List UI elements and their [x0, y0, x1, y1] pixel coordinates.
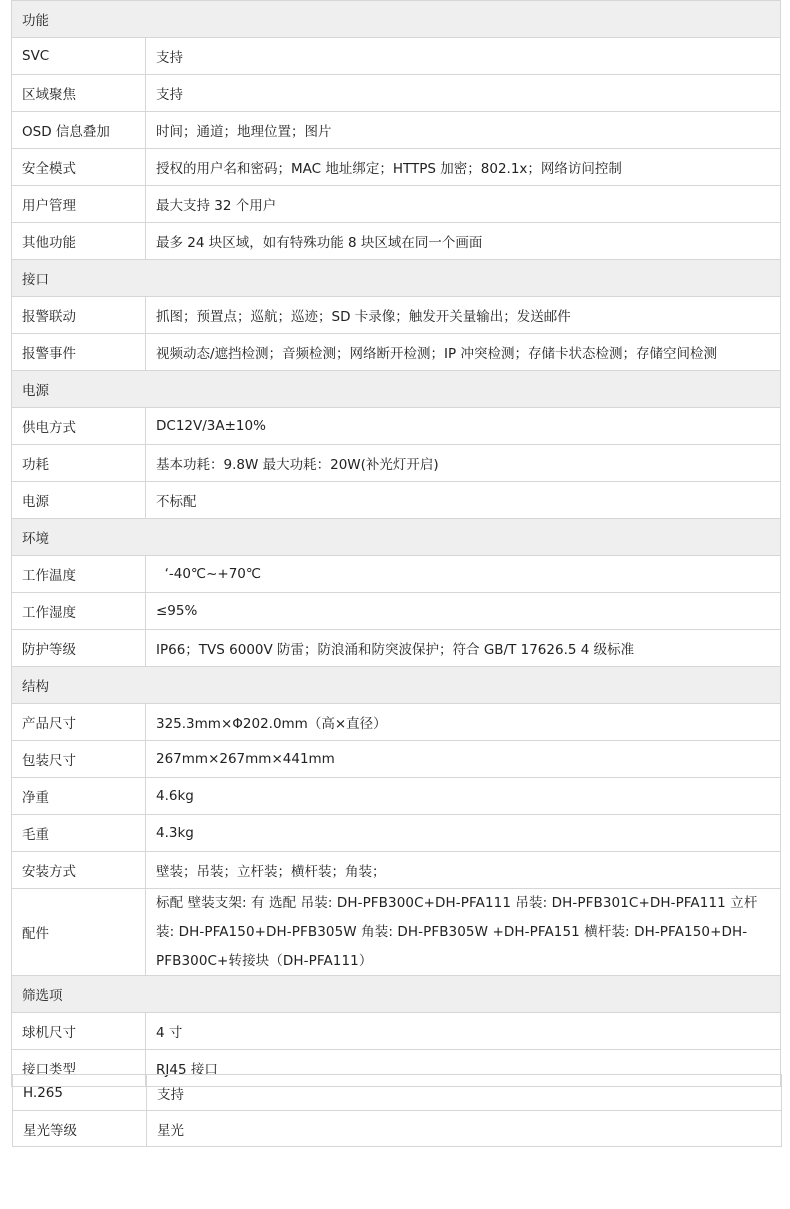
row-label: 用户管理 [12, 186, 146, 222]
row-value: IP66；TVS 6000V 防雷；防浪涌和防突波保护；符合 GB/T 17626.5 4 级标准 [156, 642, 635, 658]
row-label: 净重 [12, 778, 146, 814]
row-label: 安装方式 [12, 852, 146, 888]
table-row [12, 149, 780, 186]
row-value: 时间；通道；地理位置；图片 [156, 124, 332, 140]
row-label: H.265 [13, 1075, 147, 1110]
row-label: 防护等级 [12, 630, 146, 666]
row-value: 支持 [157, 1086, 184, 1103]
section-title: 筛选项 [22, 988, 63, 1004]
row-value: 授权的用户名和密码；MAC 地址绑定；HTTPS 加密；802.1x；网络访问控制 [156, 161, 622, 177]
row-value: DC12V/3A±10% [156, 418, 266, 434]
section-title: 环境 [22, 531, 49, 547]
table-row [12, 593, 780, 630]
table-row [13, 1075, 781, 1111]
table-row [12, 556, 780, 593]
row-value: 标配 壁装支架: 有 选配 吊装: DH-PFB300C+DH-PFA111 吊装: DH-PFB301C+DH-PFA111 立杆装: DH-PFA150+DH-PFB305W 角装: DH-PFB305W +DH-PFA151 横杆装: DH-PFA150+DH-PFB300C+转接块（DH-PFA111） [156, 894, 758, 969]
section-title: 功能 [22, 13, 49, 29]
row-label: 供电方式 [12, 408, 146, 444]
section-header [12, 371, 780, 408]
row-value: ‘-40℃~+70℃ [156, 566, 262, 582]
row-label: 球机尺寸 [12, 1013, 146, 1049]
row-label: 接口类型 [12, 1050, 146, 1086]
row-label: 报警事件 [12, 334, 146, 370]
spec-table [11, 0, 781, 1087]
section-header [12, 260, 780, 297]
row-value: 星光 [157, 1122, 184, 1139]
row-value: 基本功耗：9.8W 最大功耗：20W(补光灯开启) [156, 457, 439, 473]
table-row [12, 741, 780, 778]
section-header [12, 976, 780, 1013]
row-value: 抓图；预置点；巡航；巡迹；SD 卡录像；触发开关量输出；发送邮件 [156, 309, 571, 325]
table-row [12, 815, 780, 852]
row-value: 4.6kg [156, 788, 194, 804]
row-label: 毛重 [12, 815, 146, 851]
row-value: 支持 [156, 87, 183, 103]
row-label: 区域聚焦 [12, 75, 146, 111]
row-value: 最多 24 块区域，如有特殊功能 8 块区域在同一个画面 [156, 235, 483, 251]
row-label: 产品尺寸 [12, 704, 146, 740]
row-value: 支持 [156, 50, 183, 66]
row-label: 其他功能 [12, 223, 146, 259]
row-value: 4 寸 [156, 1025, 183, 1041]
row-label: 工作温度 [12, 556, 146, 592]
row-label: 工作湿度 [12, 593, 146, 629]
table-row [12, 75, 780, 112]
row-value: 4.3kg [156, 825, 194, 841]
row-value: 壁装；吊装；立杆装；横杆装；角装； [156, 864, 386, 880]
table-row [12, 1013, 780, 1050]
table-row [12, 408, 780, 445]
row-value: ≤95% [156, 603, 198, 619]
section-header [12, 1, 780, 38]
section-header [12, 519, 780, 556]
table-row [12, 112, 780, 149]
row-value: 325.3mm×Φ202.0mm（高×直径） [156, 716, 387, 732]
row-label: 包装尺寸 [12, 741, 146, 777]
table-row [12, 482, 780, 519]
row-value: 不标配 [156, 494, 197, 510]
row-label: 电源 [12, 482, 146, 518]
section-header [12, 667, 780, 704]
row-label: 功耗 [12, 445, 146, 481]
row-value: 视频动态/遮挡检测；音频检测；网络断开检测；IP 冲突检测；存储卡状态检测；存储空间检测 [156, 346, 717, 362]
row-label: 星光等级 [13, 1111, 147, 1146]
table-row [12, 630, 780, 667]
table-row [12, 334, 780, 371]
table-row [12, 38, 780, 75]
section-title: 结构 [22, 679, 49, 695]
row-label: 报警联动 [12, 297, 146, 333]
row-value: RJ45 接口 [156, 1062, 218, 1078]
row-label: 安全模式 [12, 149, 146, 185]
table-row [12, 223, 780, 260]
row-label: OSD 信息叠加 [12, 112, 146, 148]
extra-spec-table [12, 1074, 782, 1147]
table-row [12, 889, 780, 976]
row-value: 267mm×267mm×441mm [156, 751, 335, 767]
section-title: 电源 [22, 383, 49, 399]
section-title: 接口 [22, 272, 49, 288]
table-row [12, 445, 780, 482]
row-label: SVC [12, 38, 146, 74]
row-value: 最大支持 32 个用户 [156, 198, 277, 214]
table-row [12, 778, 780, 815]
table-row [13, 1111, 781, 1147]
row-label: 配件 [12, 889, 146, 975]
table-row [12, 852, 780, 889]
table-row [12, 704, 780, 741]
table-row [12, 186, 780, 223]
table-row [12, 297, 780, 334]
